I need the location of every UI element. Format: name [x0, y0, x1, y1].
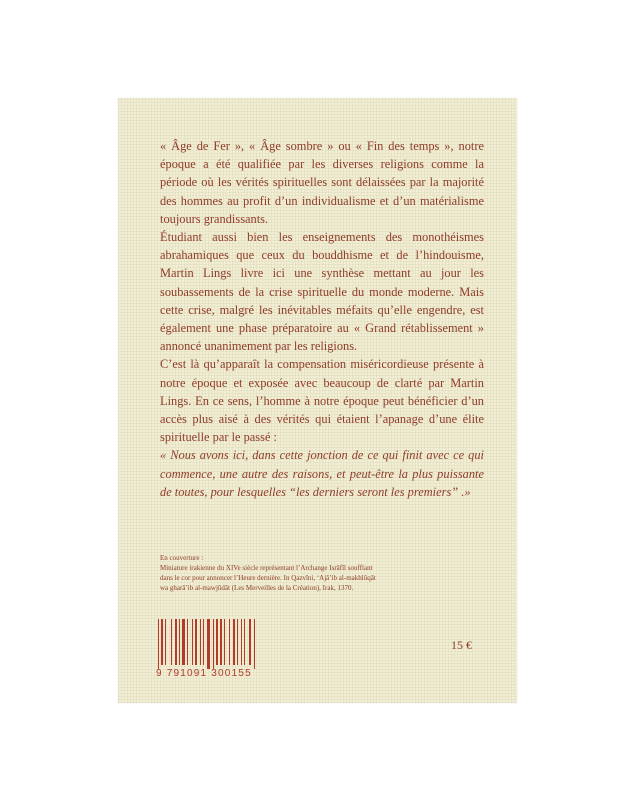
blurb-paragraph-3: C’est là qu’apparaît la compensation miséricordieuse présente à notre époque et exposée avec beaucoup de clarté par Martin Lings. En ce sens, l’homme à notre époque peut bénéficier d’un accès plus aisé à des vérités qui étaient l’apanage d’une élite spirituelle par le passé : — [160, 357, 484, 445]
barcode-bar — [224, 619, 225, 665]
barcode-bar — [220, 619, 222, 665]
blurb-quote: « Nous avons ici, dans cette jonction de ce qui finit avec ce qui commence, une autre des raisons, et peut-être la plus puissante de toutes, pour lesquelles “les derniers seront les premiers” .» — [160, 448, 484, 499]
barcode-bar — [161, 619, 163, 665]
barcode-bar — [175, 619, 177, 665]
cover-credits — [160, 553, 490, 593]
barcode-bar — [249, 619, 251, 665]
barcode-bar — [187, 619, 188, 665]
barcode-bar — [179, 619, 180, 665]
blurb-paragraph-1: « Âge de Fer », « Âge sombre » ou « Fin des temps », notre époque a été qualifiée par les diverses religions comme la période où les vérités spirituelles sont délaissées par la majorité des hommes au profit d’un individualisme et d’un matérialisme toujours grandissants. — [160, 139, 484, 226]
barcode-bar — [244, 619, 245, 665]
credits-heading: En couverture : — [160, 554, 204, 562]
barcode-bar — [241, 619, 242, 665]
blurb-text — [160, 137, 484, 501]
barcode-bar — [192, 619, 193, 665]
barcode-bar — [165, 619, 166, 665]
barcode-bar — [229, 619, 230, 665]
barcode-bar — [200, 619, 201, 665]
barcode-bar — [216, 619, 218, 665]
barcode-bar — [171, 619, 172, 665]
barcode-bars — [156, 619, 286, 665]
barcode-bar — [213, 619, 214, 669]
barcode-bar — [158, 619, 159, 669]
blurb-paragraph-2: Étudiant aussi bien les enseignements des monothéismes abrahamiques que ceux du bouddhisme et de l’hindouisme, Martin Lings livre ici une synthèse mettant au jour les soubassements de la crise spirituelle du monde moderne. Mais cette crise, malgré les inévitables méfaits qu’elle engendre, est également une phase préparatoire au « Grand rétablissement » annoncé unanimement par les religions. — [160, 230, 484, 354]
barcode-bar — [254, 619, 255, 669]
barcode-bar — [237, 619, 238, 665]
isbn-barcode — [156, 619, 286, 683]
price-label: 15 € — [451, 638, 472, 652]
credits-line-3: wa gharâ’ib al-mawjûdât (Les Merveilles de la Création), Irak, 1370. — [160, 584, 354, 592]
barcode-bar — [203, 619, 204, 665]
barcode-bar — [207, 619, 210, 669]
credits-line-1: Miniature irakienne du XIVe siècle représentant l’Archange Isrâfîl soufflant — [160, 564, 373, 572]
isbn-digits: 9 791091 300155 — [156, 668, 252, 679]
barcode-bar — [195, 619, 197, 665]
barcode-bar — [182, 619, 185, 665]
book-back-cover — [118, 98, 517, 703]
credits-line-2: dans le cor pour annoncer l’Heure dernière. In Qazvîni, ‘Ajâ’ib al-makhlûqât — [160, 574, 376, 582]
barcode-bar — [233, 619, 235, 665]
